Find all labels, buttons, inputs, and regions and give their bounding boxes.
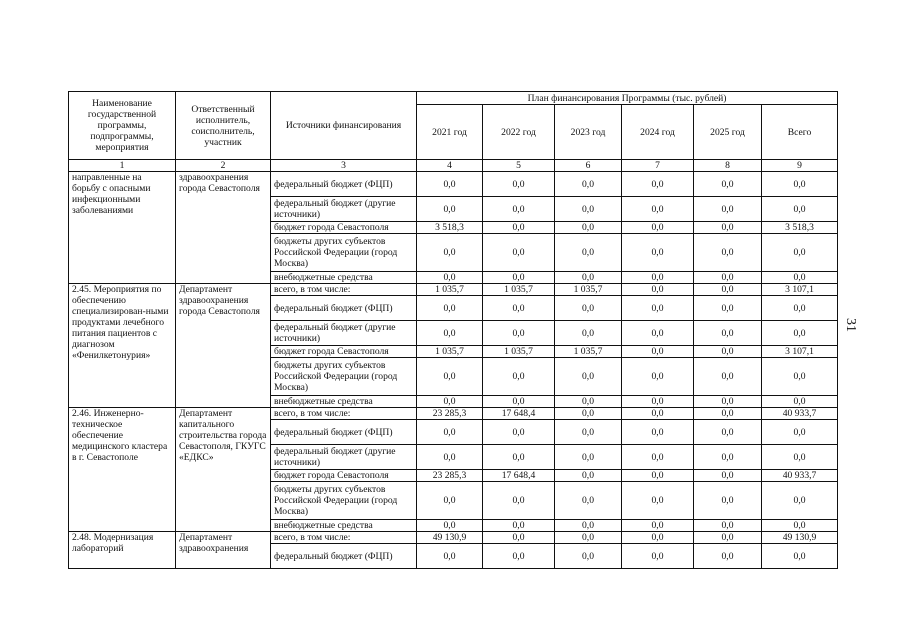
funding-source: федеральный бюджет (ФЦП) xyxy=(271,172,417,197)
header-year: 2024 год xyxy=(622,105,694,160)
year-value: 3 518,3 xyxy=(417,222,483,234)
funding-source: федеральный бюджет (ФЦП) xyxy=(271,544,417,569)
table-row xyxy=(69,408,838,420)
total-value: 3 107,1 xyxy=(762,284,838,296)
funding-source: федеральный бюджет (другие источники) xyxy=(271,197,417,222)
funding-source: бюджеты других субъектов Российской Федерации (город Москва) xyxy=(271,234,417,272)
year-value: 1 035,7 xyxy=(483,284,555,296)
year-value: 0,0 xyxy=(555,470,622,482)
page-number: 31 xyxy=(843,318,858,332)
year-value: 0,0 xyxy=(483,544,555,569)
year-value: 0,0 xyxy=(694,346,762,358)
year-value: 0,0 xyxy=(483,222,555,234)
year-value: 0,0 xyxy=(622,358,694,396)
funding-source: бюджеты других субъектов Российской Федерации (город Москва) xyxy=(271,358,417,396)
year-value: 0,0 xyxy=(417,197,483,222)
year-value: 0,0 xyxy=(555,396,622,408)
year-value: 0,0 xyxy=(483,420,555,445)
total-value: 40 933,7 xyxy=(762,408,838,420)
year-value: 0,0 xyxy=(694,296,762,321)
table-header xyxy=(69,92,838,172)
funding-source: федеральный бюджет (ФЦП) xyxy=(271,420,417,445)
year-value: 0,0 xyxy=(555,408,622,420)
year-value: 0,0 xyxy=(555,520,622,532)
year-value: 0,0 xyxy=(622,197,694,222)
year-value: 0,0 xyxy=(417,172,483,197)
year-value: 0,0 xyxy=(417,321,483,346)
column-index: 1 xyxy=(69,160,176,172)
table-row xyxy=(69,284,838,296)
measure-name: 2.45. Мероприятия по обеспечению специализирован-ными продуктами лечебного питания пациентов с диагнозом «Фенилкетонурия» xyxy=(69,284,176,408)
year-value: 0,0 xyxy=(622,272,694,284)
total-value: 40 933,7 xyxy=(762,470,838,482)
year-value: 0,0 xyxy=(417,234,483,272)
year-value: 0,0 xyxy=(694,321,762,346)
year-value: 0,0 xyxy=(694,284,762,296)
year-value: 0,0 xyxy=(483,272,555,284)
funding-source: федеральный бюджет (ФЦП) xyxy=(271,296,417,321)
year-value: 0,0 xyxy=(622,445,694,470)
total-value: 0,0 xyxy=(762,396,838,408)
year-value: 0,0 xyxy=(555,532,622,544)
year-value: 0,0 xyxy=(555,234,622,272)
year-value: 0,0 xyxy=(483,445,555,470)
year-value: 1 035,7 xyxy=(417,284,483,296)
year-value: 0,0 xyxy=(694,396,762,408)
header-year: 2023 год xyxy=(555,105,622,160)
total-value: 0,0 xyxy=(762,197,838,222)
year-value: 0,0 xyxy=(694,197,762,222)
year-value: 0,0 xyxy=(622,482,694,520)
year-value: 0,0 xyxy=(555,544,622,569)
funding-source: внебюджетные средства xyxy=(271,272,417,284)
year-value: 0,0 xyxy=(417,296,483,321)
year-value: 0,0 xyxy=(483,520,555,532)
year-value: 0,0 xyxy=(483,358,555,396)
total-value: 0,0 xyxy=(762,321,838,346)
year-value: 0,0 xyxy=(417,520,483,532)
year-value: 0,0 xyxy=(694,445,762,470)
year-value: 0,0 xyxy=(694,222,762,234)
year-value: 0,0 xyxy=(622,396,694,408)
year-value: 0,0 xyxy=(555,358,622,396)
total-value: 0,0 xyxy=(762,172,838,197)
funding-source: бюджет города Севастополя xyxy=(271,470,417,482)
year-value: 1 035,7 xyxy=(555,346,622,358)
year-value: 0,0 xyxy=(622,544,694,569)
financing-table xyxy=(68,91,838,569)
table-row xyxy=(69,532,838,544)
header-name: Наименование государственной программы, подпрограммы, мероприятия xyxy=(69,92,176,160)
year-value: 0,0 xyxy=(622,222,694,234)
year-value: 0,0 xyxy=(694,470,762,482)
column-index: 8 xyxy=(694,160,762,172)
year-value: 0,0 xyxy=(622,234,694,272)
funding-source: внебюджетные средства xyxy=(271,520,417,532)
year-value: 1 035,7 xyxy=(417,346,483,358)
column-index: 7 xyxy=(622,160,694,172)
header-year: 2021 год xyxy=(417,105,483,160)
year-value: 0,0 xyxy=(694,408,762,420)
year-value: 0,0 xyxy=(555,321,622,346)
header-plan-group: План финансирования Программы (тыс. рублей) xyxy=(417,92,838,105)
year-value: 0,0 xyxy=(694,358,762,396)
funding-source: бюджет города Севастополя xyxy=(271,222,417,234)
year-value: 0,0 xyxy=(483,482,555,520)
table-row xyxy=(69,172,838,197)
year-value: 0,0 xyxy=(694,234,762,272)
year-value: 0,0 xyxy=(622,296,694,321)
total-value: 0,0 xyxy=(762,482,838,520)
year-value: 23 285,3 xyxy=(417,470,483,482)
total-value: 0,0 xyxy=(762,445,838,470)
year-value: 17 648,4 xyxy=(483,470,555,482)
total-value: 0,0 xyxy=(762,520,838,532)
header-executor: Ответственный исполнитель, соисполнитель, участник xyxy=(176,92,271,160)
year-value: 0,0 xyxy=(622,172,694,197)
column-index: 9 xyxy=(762,160,838,172)
column-index-row xyxy=(69,160,838,172)
total-value: 3 518,3 xyxy=(762,222,838,234)
funding-source: всего, в том числе: xyxy=(271,408,417,420)
executor-name: Департамент здравоохранения города Севастополя xyxy=(176,284,271,408)
year-value: 0,0 xyxy=(417,420,483,445)
year-value: 0,0 xyxy=(555,172,622,197)
header-year: 2025 год xyxy=(694,105,762,160)
funding-source: всего, в том числе: xyxy=(271,284,417,296)
executor-name: здравоохранения города Севастополя xyxy=(176,172,271,284)
year-value: 0,0 xyxy=(483,396,555,408)
measure-name: 2.48. Модернизация лабораторий xyxy=(69,532,176,569)
year-value: 0,0 xyxy=(555,197,622,222)
year-value: 0,0 xyxy=(555,445,622,470)
year-value: 0,0 xyxy=(417,358,483,396)
year-value: 0,0 xyxy=(417,544,483,569)
year-value: 0,0 xyxy=(622,346,694,358)
year-value: 0,0 xyxy=(555,420,622,445)
year-value: 0,0 xyxy=(622,420,694,445)
year-value: 0,0 xyxy=(483,197,555,222)
column-index: 2 xyxy=(176,160,271,172)
funding-source: внебюджетные средства xyxy=(271,396,417,408)
column-index: 6 xyxy=(555,160,622,172)
year-value: 0,0 xyxy=(622,321,694,346)
year-value: 0,0 xyxy=(483,296,555,321)
total-value: 49 130,9 xyxy=(762,532,838,544)
year-value: 0,0 xyxy=(622,470,694,482)
header-year: 2022 год xyxy=(483,105,555,160)
column-index: 5 xyxy=(483,160,555,172)
year-value: 1 035,7 xyxy=(555,284,622,296)
year-value: 0,0 xyxy=(694,172,762,197)
total-value: 0,0 xyxy=(762,296,838,321)
header-sources: Источники финансирования xyxy=(271,92,417,160)
year-value: 0,0 xyxy=(694,420,762,445)
year-value: 0,0 xyxy=(555,222,622,234)
year-value: 0,0 xyxy=(694,520,762,532)
year-value: 0,0 xyxy=(483,321,555,346)
year-value: 0,0 xyxy=(555,272,622,284)
year-value: 0,0 xyxy=(483,532,555,544)
column-index: 3 xyxy=(271,160,417,172)
year-value: 0,0 xyxy=(483,172,555,197)
total-value: 0,0 xyxy=(762,544,838,569)
year-value: 0,0 xyxy=(417,396,483,408)
year-value: 0,0 xyxy=(694,532,762,544)
total-value: 0,0 xyxy=(762,420,838,445)
column-index: 4 xyxy=(417,160,483,172)
funding-source: федеральный бюджет (другие источники) xyxy=(271,445,417,470)
year-value: 0,0 xyxy=(555,482,622,520)
year-value: 17 648,4 xyxy=(483,408,555,420)
executor-name: Департамент капитального строительства города Севастополя, ГКУГС «ЕДКС» xyxy=(176,408,271,532)
year-value: 0,0 xyxy=(483,234,555,272)
year-value: 1 035,7 xyxy=(483,346,555,358)
year-value: 49 130,9 xyxy=(417,532,483,544)
total-value: 3 107,1 xyxy=(762,346,838,358)
year-value: 23 285,3 xyxy=(417,408,483,420)
year-value: 0,0 xyxy=(417,272,483,284)
funding-source: бюджет города Севастополя xyxy=(271,346,417,358)
table-body xyxy=(69,172,838,569)
measure-name: направленные на борьбу с опасными инфекционными заболеваниями xyxy=(69,172,176,284)
year-value: 0,0 xyxy=(694,272,762,284)
funding-source: федеральный бюджет (другие источники) xyxy=(271,321,417,346)
header-total: Всего xyxy=(762,105,838,160)
year-value: 0,0 xyxy=(417,482,483,520)
year-value: 0,0 xyxy=(622,284,694,296)
funding-source: бюджеты других субъектов Российской Федерации (город Москва) xyxy=(271,482,417,520)
year-value: 0,0 xyxy=(622,532,694,544)
measure-name: 2.46. Инженерно-техническое обеспечение медицинского кластера в г. Севастополе xyxy=(69,408,176,532)
year-value: 0,0 xyxy=(622,520,694,532)
funding-source: всего, в том числе: xyxy=(271,532,417,544)
total-value: 0,0 xyxy=(762,234,838,272)
total-value: 0,0 xyxy=(762,358,838,396)
year-value: 0,0 xyxy=(555,296,622,321)
year-value: 0,0 xyxy=(417,445,483,470)
year-value: 0,0 xyxy=(694,482,762,520)
year-value: 0,0 xyxy=(694,544,762,569)
total-value: 0,0 xyxy=(762,272,838,284)
year-value: 0,0 xyxy=(622,408,694,420)
executor-name: Департамент здравоохранения xyxy=(176,532,271,569)
